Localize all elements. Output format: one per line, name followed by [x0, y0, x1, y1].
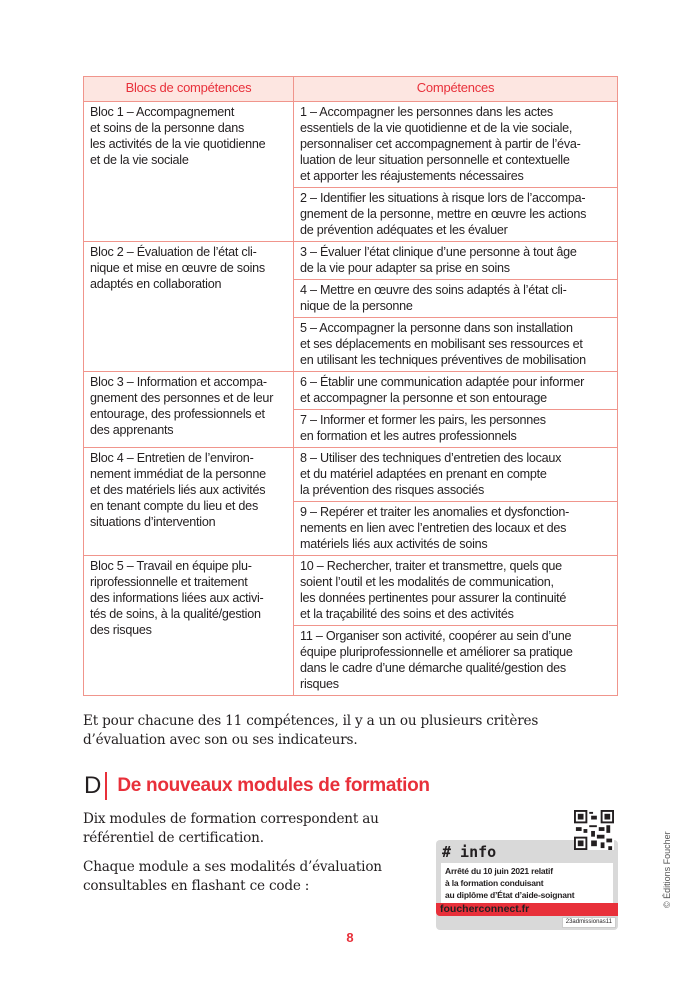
info-text: Arrêté du 10 juin 2021 relatif à la formation conduisant au diplôme d’État d’aide-soignant: [441, 863, 613, 903]
competence-cell: 10 – Rechercher, traiter et transmettre, quels que soient l’outil et les modalités de communication, les données pertinentes pour assurer la continuité et la traçabilité des soins et des activités: [294, 556, 618, 626]
section-heading: [83, 772, 700, 800]
table-row: [84, 372, 618, 410]
header-blocs: Blocs de compétences: [84, 77, 294, 102]
after-table-text: Et pour chacune des 11 compétences, il y a un ou plusieurs critères d’évaluation avec son ou ses indicateurs.: [83, 713, 539, 748]
info-area: [436, 810, 618, 930]
bloc-cell: Bloc 4 – Entretien de l’environ- nement immédiat de la personne et des matériels liés aux activités en tenant compte du lieu et des situations d’intervention: [84, 448, 294, 556]
table-row: [84, 556, 618, 626]
competence-cell: 8 – Utiliser des techniques d’entretien des locaux et du matériel adaptées en prenant en compte la prévention des risques associés: [294, 448, 618, 502]
bloc-cell: Bloc 1 – Accompagnement et soins de la personne dans les activités de la vie quotidienne et de la vie sociale: [84, 102, 294, 242]
bloc-cell: Bloc 3 – Information et accompa- gnement des personnes et de leur entourage, des professionnels et des apprenants: [84, 372, 294, 448]
bloc-cell: Bloc 5 – Travail en équipe plu- riprofessionnelle et traitement des informations liées aux activi- tés de soins, à la qualité/gestion des risques: [84, 556, 294, 696]
competence-cell: 5 – Accompagner la personne dans son installation et ses déplacements en mobilisant ses ressources et en utilisant les techniques préventives de mobilisation: [294, 318, 618, 372]
info-box: [436, 840, 618, 930]
competence-cell: 6 – Établir une communication adaptée pour informer et accompagner la personne et son entourage: [294, 372, 618, 410]
access-code: 23admissionas11: [562, 917, 616, 928]
page-number: 8: [346, 930, 354, 945]
section-title: De nouveaux modules de formation: [117, 775, 430, 796]
info-tag: # info: [442, 843, 497, 861]
header-competences: Compétences: [294, 77, 618, 102]
qr-code-icon[interactable]: [574, 810, 614, 850]
competence-cell: 3 – Évaluer l’état clinique d’une personne à tout âge de la vie pour adapter sa prise en soins: [294, 242, 618, 280]
competence-cell: 2 – Identifier les situations à risque lors de l’accompa- gnement de la personne, mettre en œuvre les actions de prévention adéquates et les évaluer: [294, 188, 618, 242]
paragraph: Chaque module a ses modalités d’évaluation consultables en flashant ce code :: [83, 859, 382, 894]
table-row: [84, 102, 618, 188]
competences-table: [83, 76, 618, 696]
section-letter: D: [84, 772, 107, 800]
access-code-row: [436, 916, 618, 930]
competence-cell: 1 – Accompagner les personnes dans les actes essentiels de la vie quotidienne et de la vie sociale, personnaliser cet accompagnement à partir de l’éva- luation de leur situation personnelle et contextuelle et apporter les réajustements nécessaires: [294, 102, 618, 188]
competence-cell: 7 – Informer et former les pairs, les personnes en formation et les autres professionnels: [294, 410, 618, 448]
foucherconnect-link[interactable]: foucherconnect.fr: [436, 903, 618, 916]
bloc-cell: Bloc 2 – Évaluation de l’état cli- nique et mise en œuvre de soins adaptés en collaboration: [84, 242, 294, 372]
section-body: [83, 810, 618, 930]
competence-cell: 4 – Mettre en œuvre des soins adaptés à l’état cli- nique de la personne: [294, 280, 618, 318]
competence-cell: 9 – Repérer et traiter les anomalies et dysfonction- nements en lien avec l’entretien des locaux et des matériels liés aux activités de soins: [294, 502, 618, 556]
paragraphs: [83, 810, 428, 906]
table-row: [84, 242, 618, 280]
copyright: © Éditions Foucher: [662, 831, 672, 908]
competence-cell: 11 – Organiser son activité, coopérer au sein d’une équipe pluriprofessionnelle et améliorer sa pratique dans le cadre d’une démarche qualité/gestion des risques: [294, 626, 618, 696]
paragraph: Dix modules de formation correspondent au référentiel de certification.: [83, 811, 379, 846]
table-row: [84, 448, 618, 502]
